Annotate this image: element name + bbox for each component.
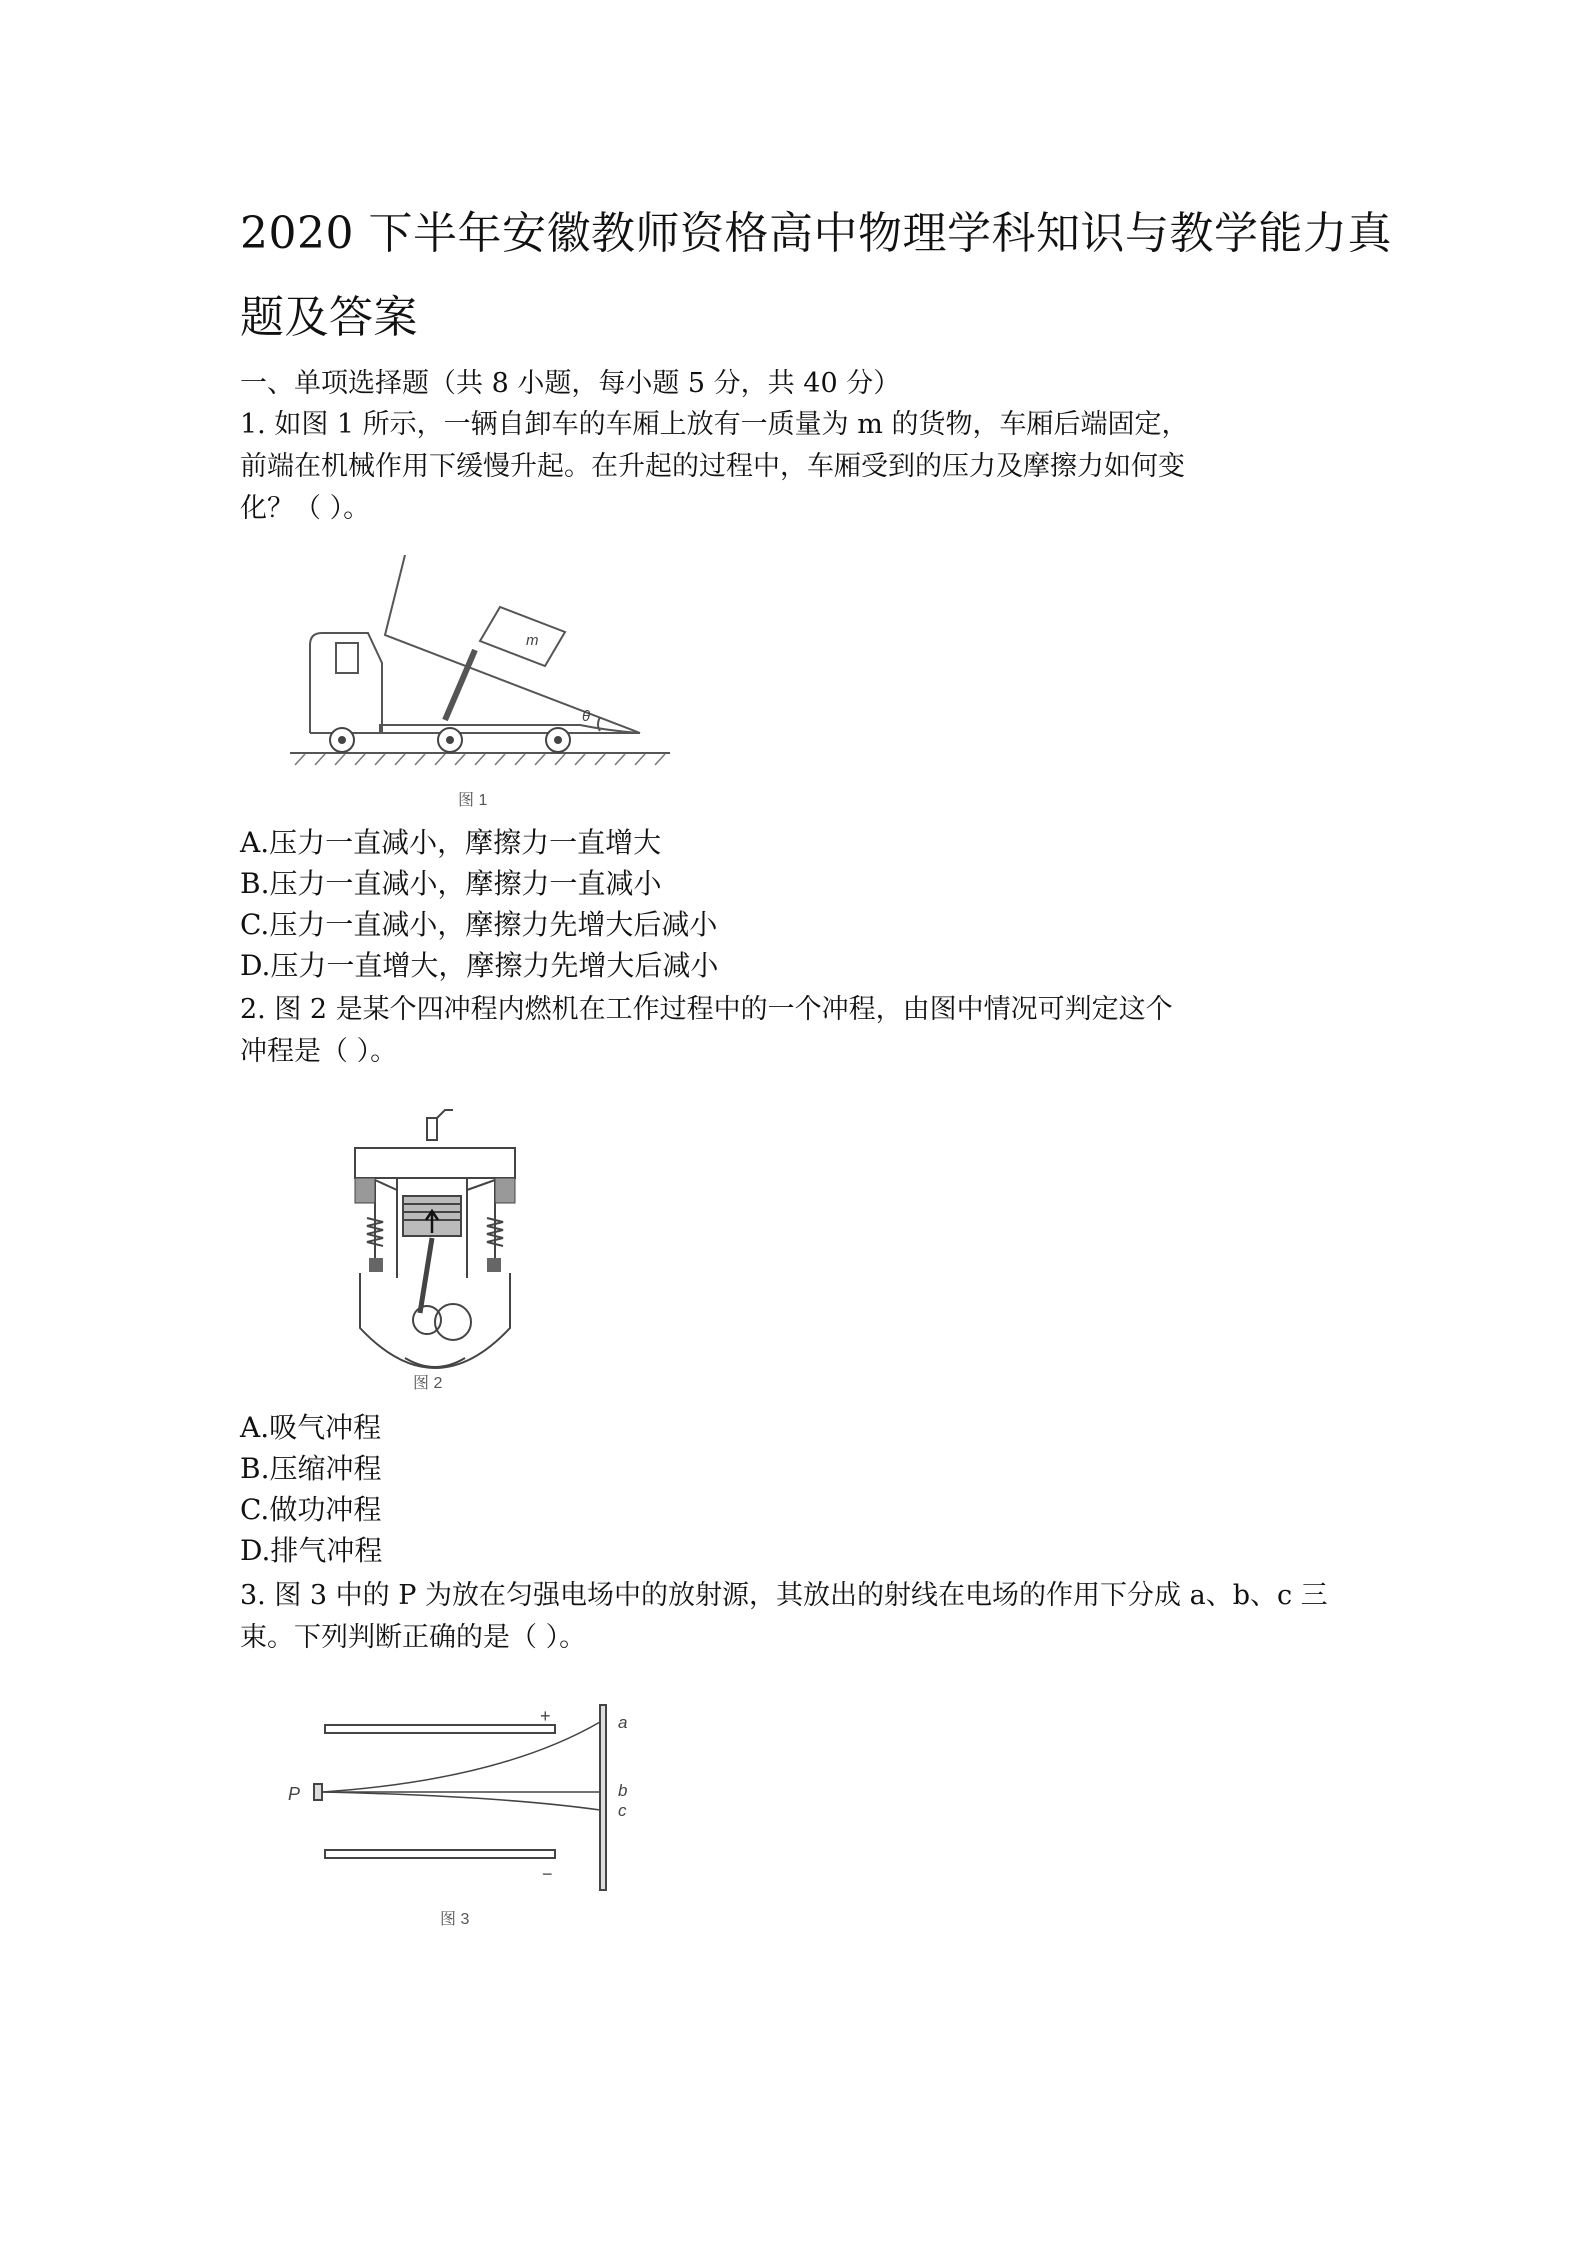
q1-option-b: B.压力一直减小，摩擦力一直减小 (240, 867, 662, 900)
connecting-rod (420, 1238, 432, 1313)
truck-cab (310, 633, 382, 733)
cab-window (336, 643, 358, 673)
figure-1-dump-truck (280, 555, 680, 815)
document-title-line-1: 2020 下半年安徽教师资格高中物理学科知识与教学能力真 (240, 208, 1392, 259)
minus-sign: − (542, 1864, 553, 1884)
q1-option-c: C.压力一直减小，摩擦力先增大后减小 (240, 908, 718, 941)
figure-2-caption: 图 2 (413, 1375, 443, 1392)
plus-sign: + (540, 1706, 551, 1726)
q1-text-line-3: 化？（ ）。 (240, 493, 371, 524)
ray-label-c: c (618, 1801, 627, 1820)
ground-hatching (295, 754, 665, 765)
figure-3-electric-field (280, 1700, 680, 1930)
q1-text-line-2: 前端在机械作用下缓慢升起。在升起的过程中，车厢受到的压力及摩擦力如何变 (240, 451, 1185, 482)
detection-screen (600, 1705, 606, 1890)
q2-option-d: D.排气冲程 (240, 1534, 383, 1567)
source-label-p: P (288, 1784, 301, 1804)
bottom-plate (325, 1850, 555, 1858)
q2-option-a: A.吸气冲程 (240, 1411, 382, 1444)
angle-label: θ (582, 708, 591, 725)
top-plate (325, 1725, 555, 1733)
q2-option-c: C.做功冲程 (240, 1493, 382, 1526)
angle-arc (598, 717, 600, 731)
cargo-mass-label: m (526, 632, 539, 649)
q2-text-line-2: 冲程是（ ）。 (240, 1036, 398, 1067)
ray-label-a: a (618, 1713, 628, 1732)
figure-1-caption: 图 1 (458, 792, 488, 809)
document-title-line-2: 题及答案 (240, 292, 418, 343)
ray-label-b: b (618, 1781, 628, 1800)
truck-bed (385, 555, 640, 733)
ray-c (322, 1792, 600, 1810)
q1-option-a: A.压力一直减小，摩擦力一直增大 (240, 826, 662, 859)
q2-text-line-1: 2. 图 2 是某个四冲程内燃机在工作过程中的一个冲程，由图中情况可判定这个 (240, 994, 1173, 1025)
q2-option-b: B.压缩冲程 (240, 1452, 382, 1485)
figure-2-engine (345, 1108, 525, 1393)
q3-text-line-1: 3. 图 3 中的 P 为放在匀强电场中的放射源，其放出的射线在电场的作用下分成 a、b、c 三 (240, 1580, 1328, 1611)
q1-text-line-1: 1. 如图 1 所示，一辆自卸车的车厢上放有一质量为 m 的货物，车厢后端固定， (240, 409, 1189, 440)
truck-chassis (310, 725, 640, 733)
q1-option-d: D.压力一直增大，摩擦力先增大后减小 (240, 949, 719, 982)
cargo-box (480, 607, 565, 666)
spark-plug (427, 1118, 437, 1140)
radiation-source (314, 1784, 322, 1800)
section-heading: 一、单项选择题（共 8 小题，每小题 5 分，共 40 分） (240, 368, 901, 399)
q3-text-line-2: 束。下列判断正确的是（ ）。 (240, 1622, 587, 1653)
intake-valve (375, 1180, 397, 1258)
cylinder-head (355, 1148, 515, 1178)
figure-3-caption: 图 3 (440, 1911, 470, 1928)
